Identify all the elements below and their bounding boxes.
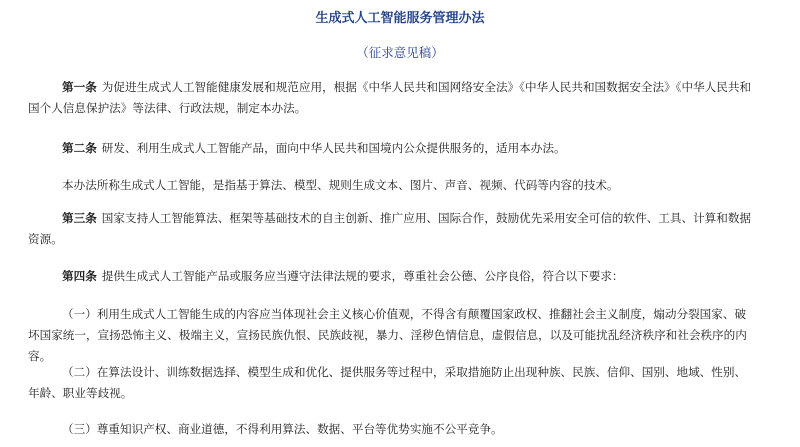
article-3-paragraph (28, 208, 754, 250)
definition-paragraph (62, 175, 752, 196)
article-text: 研发、利用生成式人工智能产品，面向中华人民共和国境内公众提供服务的，适用本办法。 (101, 141, 566, 155)
article-number: 第三条 (62, 211, 97, 225)
clause-text: （三）尊重知识产权、商业道德，不得利用算法、数据、平台等优势实施不公平竞争。 (62, 422, 503, 436)
article-4-paragraph (62, 266, 752, 287)
article-text: 提供生成式人工智能产品或服务应当遵守法律法规的要求，尊重社会公德、公序良俗，符合以下要求： (101, 269, 624, 283)
clause-3-paragraph (62, 419, 752, 440)
document-subtitle: （征求意见稿） (356, 45, 444, 60)
article-2-paragraph (62, 138, 752, 159)
article-text: 国家支持人工智能算法、框架等基础技术的自主创新、推广应用、国际合作，鼓励优先采用安全可信的软件、工具、计算和数据资源。 (28, 211, 752, 246)
clause-text: （一）利用生成式人工智能生成的内容应当体现社会主义核心价值观，不得含有颠覆国家政权、推翻社会主义制度，煽动分裂国家、破坏国家统一，宣扬恐怖主义、极端主义，宣扬民族仇恨、民族歧视，暴力、淫秽色情信息，虚假信息，以及可能扰乱经济秩序和社会秩序的内容。 (28, 307, 747, 363)
article-text: 为促进生成式人工智能健康发展和规范应用，根据《中华人民共和国网络安全法》《中华人民共和国数据安全法》《中华人民共和国个人信息保护法》等法律、行政法规，制定本办法。 (28, 80, 752, 115)
document-title: 生成式人工智能服务管理办法 (315, 11, 485, 26)
clause-1-paragraph (28, 304, 754, 367)
article-number: 第一条 (62, 80, 97, 94)
clause-text: （二）在算法设计、训练数据选择、模型生成和优化、提供服务等过程中，采取措施防止出现种族、民族、信仰、国别、地域、性别、年龄、职业等歧视。 (28, 365, 747, 400)
article-1-paragraph (28, 77, 754, 119)
paragraph-text: 本办法所称生成式人工智能，是指基于算法、模型、规则生成文本、图片、声音、视频、代码等内容的技术。 (62, 178, 619, 192)
clause-2-paragraph (28, 362, 754, 404)
article-number: 第四条 (62, 269, 97, 283)
article-number: 第二条 (62, 141, 97, 155)
